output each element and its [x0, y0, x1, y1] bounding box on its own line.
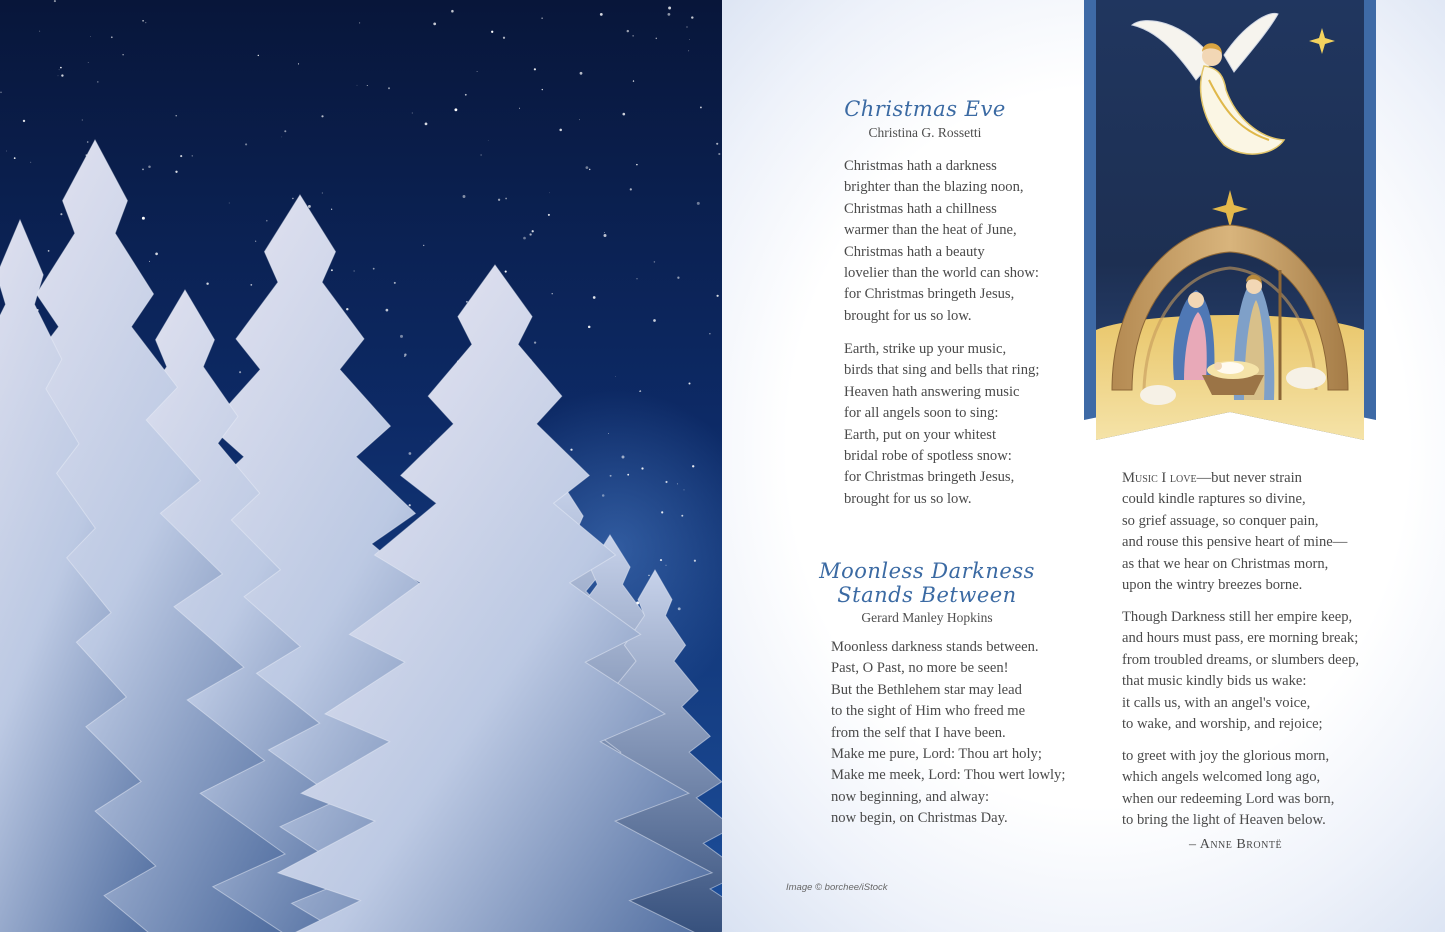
image-credit: Image © borchee/iStock — [786, 882, 888, 893]
poem-title-christmas-eve: Christmas Eve — [844, 97, 1006, 121]
poem3-stanza-1 — [1122, 468, 1347, 596]
poem-line: for Christmas bringeth Jesus, — [844, 469, 1015, 486]
poem-line: for all angels soon to sing: — [844, 405, 999, 422]
poem-line: could kindle raptures so divine, — [1122, 491, 1306, 508]
poem-line: Christmas hath a beauty — [844, 243, 985, 260]
poem-line: Past, O Past, no more be seen! — [831, 660, 1009, 677]
poem-line: Make me meek, Lord: Thou wert lowly; — [831, 767, 1066, 784]
poem-line: birds that sing and bells that ring; — [844, 362, 1040, 379]
poem-line: now begin, on Christmas Day. — [831, 810, 1008, 827]
poem-attribution-bronte: – Anne Brontë — [1189, 837, 1283, 852]
poem-line-rest: —but never strain — [1196, 470, 1302, 486]
poem-line: to the sight of Him who freed me — [831, 703, 1026, 720]
poem-line: warmer than the heat of June, — [844, 222, 1017, 239]
poem-line: Earth, put on your whitest — [844, 426, 996, 443]
poem-line: lovelier than the world can show: — [844, 265, 1039, 282]
poem2-stanza — [831, 637, 1065, 830]
poem-line: for Christmas bringeth Jesus, — [844, 286, 1015, 303]
poem-title-moonless-darkness — [812, 559, 1042, 607]
snowy-forest-photo — [0, 0, 722, 932]
poem-line: from the self that I have been. — [831, 724, 1006, 741]
nativity-banner-illustration — [1084, 0, 1376, 445]
manger-figure — [1202, 361, 1264, 395]
poem-line: Moonless darkness stands between. — [831, 639, 1039, 655]
poem-line: upon the wintry breezes borne. — [1122, 577, 1303, 594]
poem-line: as that we hear on Christmas morn, — [1122, 555, 1329, 572]
poem-line — [1122, 468, 1347, 489]
poem-line: Heaven hath answering music — [844, 383, 1020, 400]
poem-line: to greet with joy the glorious morn, — [1122, 748, 1330, 764]
poem-line: now beginning, and alway: — [831, 788, 990, 805]
poem3-stanza-2 — [1122, 607, 1359, 735]
poem-line: which angels welcomed long ago, — [1122, 769, 1321, 786]
poem-line: from troubled dreams, or slumbers deep, — [1122, 651, 1360, 668]
poem-line: that music kindly bids us wake: — [1122, 673, 1307, 690]
poem-line: brought for us so low. — [844, 490, 972, 507]
poem-line: But the Bethlehem star may lead — [831, 681, 1022, 698]
poem-line: Make me pure, Lord: Thou art holy; — [831, 746, 1042, 763]
poem-title-line-2: Stands Between — [837, 583, 1017, 607]
poem-first-words: Music I love — [1122, 470, 1197, 486]
poem-line: to bring the light of Heaven below. — [1122, 812, 1326, 829]
poem-line: bridal robe of spotless snow: — [844, 448, 1012, 465]
poem-line: Christmas hath a darkness — [844, 158, 997, 174]
poem-line: and rouse this pensive heart of mine— — [1122, 534, 1348, 551]
poem-line: Earth, strike up your music, — [844, 341, 1007, 357]
lamb-figure-left — [1140, 385, 1176, 405]
poem-line: and hours must pass, ere morning break; — [1122, 630, 1359, 647]
poem-line: so grief assuage, so conquer pain, — [1122, 512, 1319, 529]
poem-line: Christmas hath a chillness — [844, 200, 997, 217]
lamb-figure-right — [1286, 367, 1326, 389]
poem-line: brought for us so low. — [844, 307, 972, 324]
poem-line: Though Darkness still her empire keep, — [1122, 609, 1353, 625]
poem-line: to wake, and worship, and rejoice; — [1122, 716, 1323, 733]
poem-line: it calls us, with an angel's voice, — [1122, 694, 1311, 711]
poem-author-hopkins: Gerard Manley Hopkins — [861, 610, 993, 625]
poem-page — [722, 0, 1445, 932]
poem3-stanza-3 — [1122, 746, 1334, 832]
poem-title-line-1: Moonless Darkness — [819, 559, 1035, 583]
poem-author-rossetti: Christina G. Rossetti — [868, 125, 982, 140]
poem1-stanza-1 — [844, 156, 1039, 327]
poem1-stanza-2 — [844, 339, 1039, 510]
poem-line: brighter than the blazing noon, — [844, 179, 1024, 196]
poem-line: when our redeeming Lord was born, — [1122, 790, 1335, 807]
